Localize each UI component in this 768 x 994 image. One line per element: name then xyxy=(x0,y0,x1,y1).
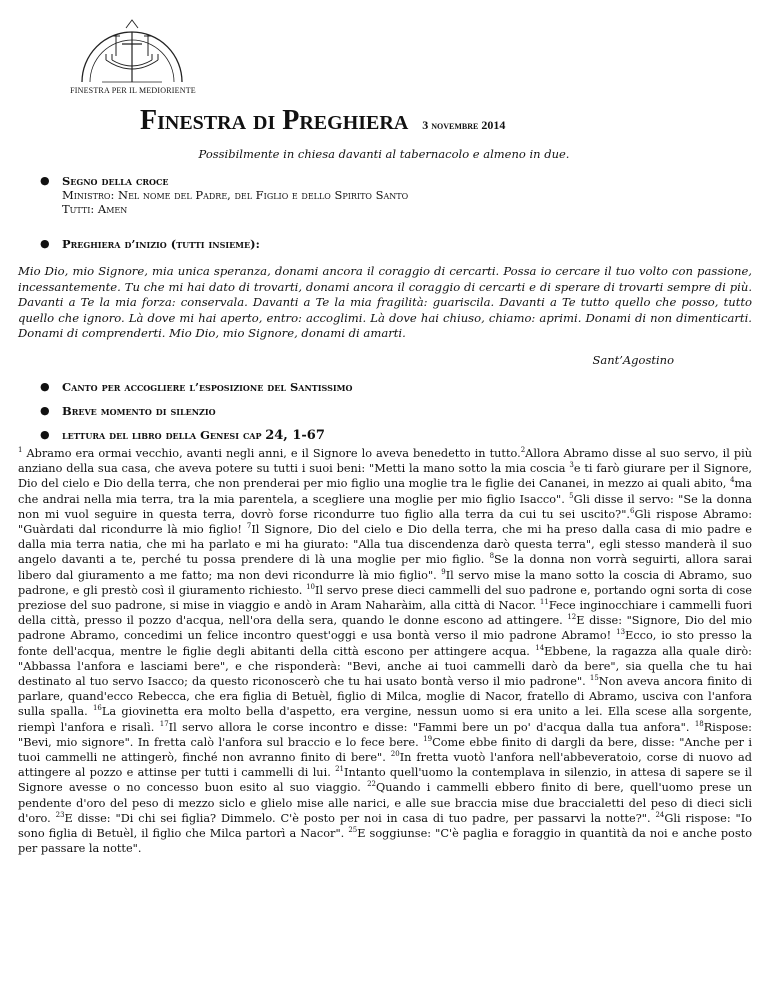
bullet-icon: ● xyxy=(40,380,50,393)
segno-line-ministro: Ministro: Nel nome del Padre, del Figlio e dello Spirito Santo xyxy=(62,188,409,202)
verse-number: 25 xyxy=(348,826,358,835)
section-silenzio xyxy=(40,404,216,418)
silenzio-heading: Breve momento di silenzio xyxy=(62,404,216,418)
verse-number: 21 xyxy=(335,765,344,774)
verse-number: 5 xyxy=(569,491,574,500)
verse-number: 3 xyxy=(569,461,574,470)
verse-text: Il servo allora le corse incontro e disse: "Fammi bere un po' d'acqua dalla tua anfora". xyxy=(168,720,695,734)
bullet-icon: ● xyxy=(40,404,50,417)
verse-text: Abramo era ormai vecchio, avanti negli anni, e il Signore lo aveva benedetto in tutto. xyxy=(22,447,521,460)
verse-text: Come ebbe finito di dargli da bere, disse: "Anche per i tuoi cammelli ne attingerò, finché non avranno finito di bere". xyxy=(18,735,752,765)
verse-number: 4 xyxy=(730,476,735,485)
subtitle: Possibilmente in chiesa davanti al tabernacolo e almeno in due. xyxy=(198,147,570,161)
segno-line-tutti: Tutti: Amen xyxy=(62,202,128,216)
verse-text: Se la donna non vorrà seguirti, allora sarai libero dal giuramento a me fatto; ma non devi ricondurre là mio figlio". xyxy=(18,553,752,582)
verse-text: Fece inginocchiare i cammelli fuori della città, presso il pozzo d'acqua, nell'ora della sera, quando le donne escono ad attingere. xyxy=(18,599,752,628)
verse-text: In fretta vuotò l'anfora nell'abbeveratoio, corse di nuovo ad attingere al pozzo e attinse per tutti i cammelli di lui. xyxy=(18,751,752,780)
verse-number: 14 xyxy=(535,643,545,652)
bullet-icon: ● xyxy=(40,237,50,250)
verse-number: 6 xyxy=(630,507,635,516)
verse-text: Intanto quell'uomo la contemplava in silenzio, in attesa di sapere se il Signore avesse o no concesso buon esito al suo viaggio. xyxy=(18,766,752,795)
prayer-author: Sant’Agostino xyxy=(592,353,674,367)
verse-number: 10 xyxy=(306,583,316,592)
section-lettura xyxy=(40,428,325,443)
verse-number: 22 xyxy=(367,780,376,789)
verse-text: Quando i cammelli ebbero finito di bere, quell'uomo prese un pendente d'oro del peso di mezzo siclo e glielo mise alle narici, e alle sue braccia mise due braccialetti del peso di dieci sicli d'oro. xyxy=(18,781,752,825)
verse-text: Gli disse il servo: "Se la donna non mi vuol seguire in questa terra, dovrò forse ricondurre tuo figlio alla terra da cui tu sei uscito?". xyxy=(18,492,752,521)
title-date: 3 novembre 2014 xyxy=(422,118,506,132)
verse-number: 24 xyxy=(655,811,665,820)
verse-text: Allora Abramo disse al suo servo, il più anziano della sua casa, che aveva potere su tutti i suoi beni: "Metti la mano sotto la mia coscia xyxy=(18,447,752,476)
preghiera-heading: Preghiera d’inizio (tutti insieme): xyxy=(62,237,260,251)
bullet-icon: ● xyxy=(40,428,50,441)
verse-number: 12 xyxy=(567,613,577,622)
verse-text: Non aveva ancora finito di parlare, quand'ecco Rebecca, che era figlia di Betuèl, figlio di Milca, moglie di Nacor, fratello di Abramo, usciva con l'anfora sulla spalla. xyxy=(18,675,752,719)
verse-text: La giovinetta era molto bella d'aspetto, era vergine, nessun uomo si era unito a lei. Ella scese alla sorgente, riempì l'anfora e risalì. xyxy=(18,705,752,734)
logo-caption: FINESTRA PER IL MEDIORIENTE xyxy=(70,86,196,95)
verse-number: 8 xyxy=(489,552,495,561)
logo xyxy=(48,14,218,98)
verse-number: 16 xyxy=(92,704,102,713)
verse-number: 20 xyxy=(390,750,400,759)
section-segno xyxy=(40,174,409,216)
verse-number: 11 xyxy=(539,598,549,607)
section-canto xyxy=(40,380,353,394)
verse-number: 18 xyxy=(694,719,704,728)
verse-text: Rispose: "Bevi, mio signore". In fretta calò l'anfora sul braccio e lo fece bere. xyxy=(18,720,752,749)
verse-number: 7 xyxy=(246,522,252,531)
verse-text: Il servo mise la mano sotto la coscia di Abramo, suo padrone, e gli prestò così il giuramento richiesto. xyxy=(18,568,752,597)
verse-number: 23 xyxy=(55,811,65,820)
verse-number: 9 xyxy=(441,567,446,576)
page-title xyxy=(140,105,505,137)
title-text: Finestra di Preghiera xyxy=(140,105,409,136)
verse-text: Il Signore, Dio del cielo e Dio della terra, che mi ha preso dalla casa di mio padre e dalla mia terra natia, che mi ha parlato e mi ha giurato: "Alla tua discendenza darò questa terra", egli stesso manderà il suo angelo davanti a te, perché tu possa prendere di là una moglie per mio figlio. xyxy=(18,523,752,567)
reading-text xyxy=(18,446,752,856)
verse-number: 17 xyxy=(159,719,169,728)
verse-number: 2 xyxy=(520,446,526,455)
bullet-icon: ● xyxy=(40,174,50,187)
prayer-text: Mio Dio, mio Signore, mia unica speranza, donami ancora il coraggio di cercarti. Possa io cercare il tuo volto con passione, incessantemente. Tu che mi hai dato di trovarti, donami ancora il coraggio di cercarti e di sperare di trovarti sempre di più. Davanti a Te la mia forza: conservala. Davanti a Te la mia fragilità: guariscila. Davanti a Te tutto quello che posso, tutto quello che ignoro. Là dove mi hai aperto, entro: accoglimi. Là dove hai chiuso, chiamo: aprimi. Donami di non dimenticarti. Donami di comprenderti. Mio Dio, mio Signore, donami di amarti. xyxy=(18,264,752,340)
verse-number: 1 xyxy=(18,446,23,455)
verse-text: ma che andrai nella mia terra, tra la mia parentela, a scegliere una moglie per mio figlio Isacco". xyxy=(18,477,752,506)
segno-heading: Segno della croce xyxy=(62,174,169,188)
verse-text: Gli rispose Abramo: "Guàrdati dal ricondurre là mio figlio! xyxy=(18,507,753,537)
verse-text: E disse: "Signore, Dio del mio padrone Abramo, concedimi un felice incontro quest'oggi e usa bontà verso il mio padrone Abramo! xyxy=(18,614,753,643)
verse-text: E disse: "Di chi sei figlia? Dimmelo. C'è posto per noi in casa di tuo padre, per passarvi la notte?". xyxy=(64,811,656,825)
verse-text: Ecco, io sto presso la fonte dell'acqua, mentre le figlie degli abitanti della città escono per attingere acqua. xyxy=(18,629,752,658)
verse-number: 15 xyxy=(589,674,599,683)
verse-text: Il servo prese dieci cammelli del suo padrone e, portando ogni sorta di cose preziose del suo padrone, si mise in viaggio e andò in Aram Naharàim, alla città di Nacor. xyxy=(18,583,752,613)
verse-text: Ebbene, la ragazza alla quale dirò: "Abbassa l'anfora e lasciami bere", e che risponderà: "Bevi, anche ai tuoi cammelli darò da bere", sia quella che tu hai destinato al tuo servo Isacco; da questo riconoscerò che tu hai usato bontà verso il mio padrone". xyxy=(18,644,752,689)
section-preghiera xyxy=(40,237,260,251)
verse-text: Gli rispose: "Io sono figlia di Betuèl, il figlio che Milca partorì a Nacor". xyxy=(18,811,752,841)
verse-number: 13 xyxy=(616,628,626,637)
verse-text: E soggiunse: "C'è paglia e foraggio in quantità da noi e anche posto per passare la notte". xyxy=(18,827,752,856)
lettura-heading-text: lettura del libro della Genesi cap xyxy=(62,428,262,442)
verse-text: e ti farò giurare per il Signore, Dio del cielo e Dio della terra, che non prenderai per mio figlio una moglie tra le figlie dei Cananei, in mezzo ai quali abito, xyxy=(18,462,752,491)
lettura-heading xyxy=(62,428,325,443)
canto-heading: Canto per accogliere l’esposizione del Santissimo xyxy=(62,380,353,394)
window-menorah-icon xyxy=(76,14,188,86)
verse-number: 19 xyxy=(423,735,433,744)
lettura-heading-ref: 24, 1-67 xyxy=(265,428,325,443)
